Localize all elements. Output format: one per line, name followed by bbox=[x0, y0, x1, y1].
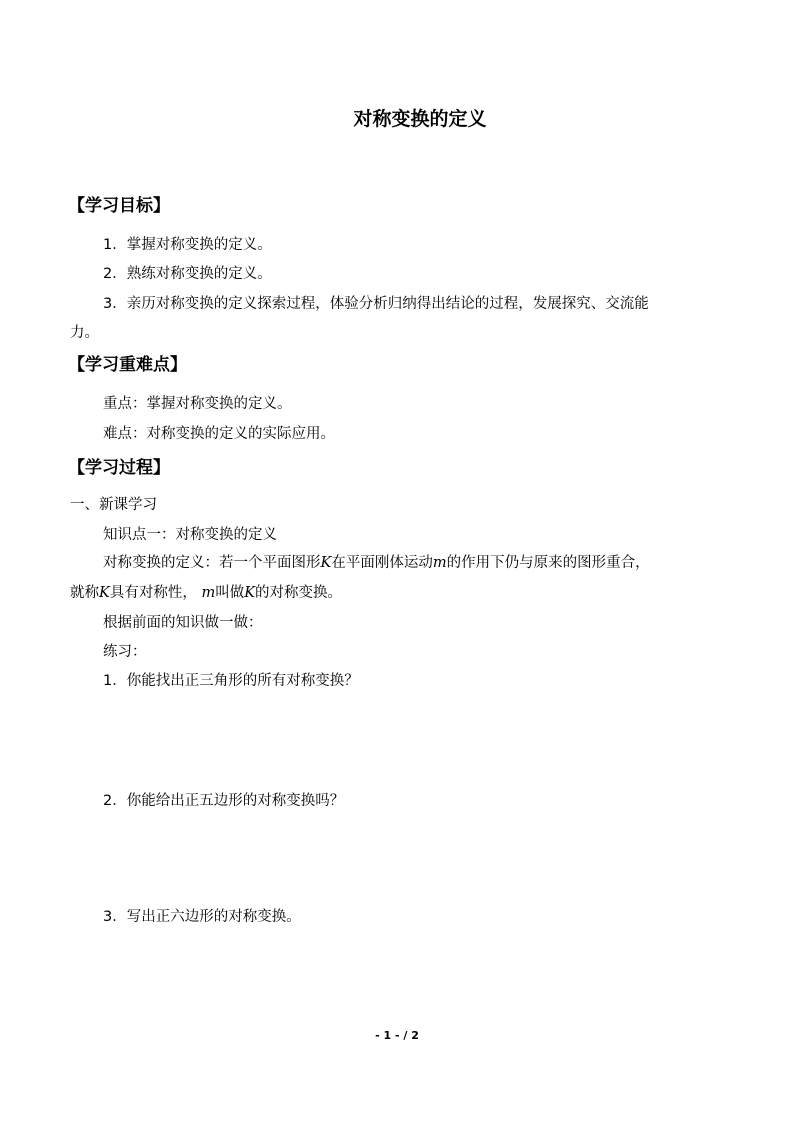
key-focus: 重点：掌握对称变换的定义。 bbox=[103, 396, 292, 412]
section-heading-process: 【学习过程】 bbox=[68, 458, 170, 478]
section-heading-goals: 【学习目标】 bbox=[68, 196, 170, 216]
question-2: 2．你能给出正五边形的对称变换吗？ bbox=[103, 793, 345, 809]
variable-m: m bbox=[432, 555, 447, 571]
variable-k: K bbox=[99, 585, 110, 601]
knowledge-point-1: 知识点一：对称变换的定义 bbox=[103, 527, 277, 543]
definition-text-f: 叫做 bbox=[215, 585, 245, 601]
page-number-footer: - 1 - / 2 bbox=[375, 1029, 419, 1042]
definition-text-e: 具有对称性， bbox=[109, 585, 197, 601]
part-heading-new-lesson: 一、新课学习 bbox=[70, 497, 157, 513]
definition-text-g: 的对称变换。 bbox=[255, 585, 343, 601]
definition-line-1 bbox=[103, 551, 650, 572]
goal-item-3: 3．亲历对称变换的定义探索过程，体验分析归纳得出结论的过程，发展探究、交流能 bbox=[103, 296, 649, 312]
definition-text-d: 就称 bbox=[70, 585, 99, 601]
key-difficulty: 难点：对称变换的定义的实际应用。 bbox=[103, 426, 335, 442]
variable-k: K bbox=[320, 555, 332, 571]
practice-prompt: 根据前面的知识做一做： bbox=[103, 615, 263, 631]
definition-text-c: 的作用下仍与原来的图形重合， bbox=[446, 555, 650, 571]
goal-item-2: 2．熟练对称变换的定义。 bbox=[103, 266, 272, 282]
goal-item-3-continued: 力。 bbox=[70, 325, 99, 341]
section-heading-key-points: 【学习重难点】 bbox=[68, 355, 187, 375]
practice-label: 练习： bbox=[103, 644, 147, 660]
variable-k: K bbox=[244, 585, 256, 601]
variable-m: m bbox=[201, 585, 216, 601]
document-title: 对称变换的定义 bbox=[353, 108, 487, 130]
goal-item-1: 1．掌握对称变换的定义。 bbox=[103, 237, 272, 253]
definition-text-b: 在平面刚体运动 bbox=[331, 555, 433, 571]
definition-text-a: 对称变换的定义：若一个平面图形 bbox=[103, 555, 321, 571]
question-3: 3．写出正六边形的对称变换。 bbox=[103, 909, 301, 925]
question-1: 1．你能找出正三角形的所有对称变换？ bbox=[103, 673, 359, 689]
definition-line-2 bbox=[70, 581, 342, 602]
